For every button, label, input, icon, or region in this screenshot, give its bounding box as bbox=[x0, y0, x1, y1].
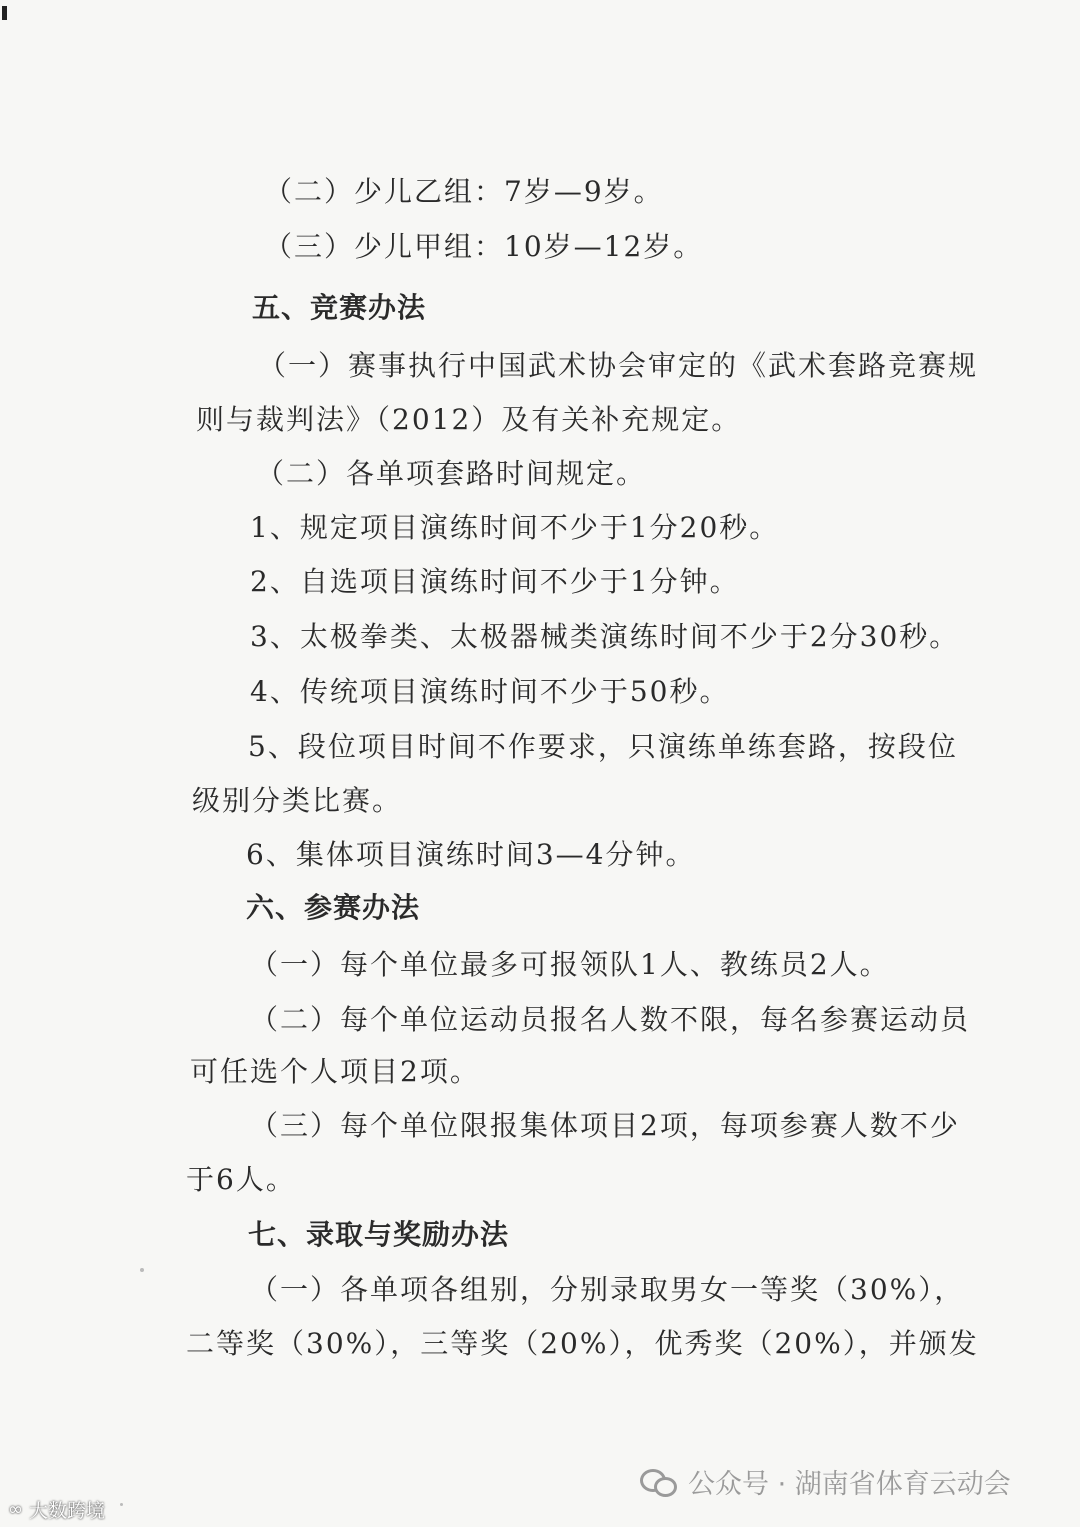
text-line: 二等奖（30%），三等奖（20%），优秀奖（20%），并颁发 bbox=[186, 1327, 979, 1360]
text-line: 2、自选项目演练时间不少于1分钟。 bbox=[250, 565, 740, 598]
wechat-watermark bbox=[640, 1462, 1011, 1501]
section-heading: 七、录取与奖励办法 bbox=[248, 1218, 510, 1251]
text-line: （一）每个单位最多可报领队1人、教练员2人。 bbox=[250, 948, 890, 981]
text-line: （二）各单项套路时间规定。 bbox=[256, 457, 647, 490]
corner-watermark bbox=[8, 1496, 105, 1523]
text-line: （一）各单项各组别，分别录取男女一等奖（30%）， bbox=[250, 1273, 965, 1306]
text-line: 3、太极拳类、太极器械类演练时间不少于2分30秒。 bbox=[250, 620, 960, 653]
text-line: 1、规定项目演练时间不少于1分20秒。 bbox=[250, 511, 780, 544]
section-heading: 五、竞赛办法 bbox=[252, 291, 427, 324]
link-icon: ∞ bbox=[8, 1499, 23, 1520]
corner-watermark-text: 大数跨境 bbox=[29, 1500, 106, 1522]
watermark-text: 公众号 · 湖南省体育云动会 bbox=[688, 1469, 1011, 1500]
text-line: （三）每个单位限报集体项目2项，每项参赛人数不少 bbox=[250, 1109, 960, 1142]
text-line: 于6人。 bbox=[186, 1163, 296, 1196]
scan-mark bbox=[2, 6, 7, 20]
text-line: 级别分类比赛。 bbox=[192, 784, 403, 817]
scan-speck bbox=[120, 1503, 123, 1506]
text-line: 可任选个人项目2项。 bbox=[190, 1055, 480, 1088]
section-heading: 六、参赛办法 bbox=[246, 891, 421, 924]
text-line: 4、传统项目演练时间不少于50秒。 bbox=[250, 675, 730, 708]
text-line: 则与裁判法》（2012）及有关补充规定。 bbox=[196, 403, 742, 436]
text-line: （一）赛事执行中国武术协会审定的《武术套路竞赛规 bbox=[258, 349, 979, 382]
text-line: （三）少儿甲组：10岁—12岁。 bbox=[264, 230, 704, 263]
scan-speck bbox=[140, 1268, 144, 1272]
text-line: （二）每个单位运动员报名人数不限，每名参赛运动员 bbox=[250, 1003, 971, 1036]
wechat-icon bbox=[640, 1467, 678, 1497]
text-line: 6、集体项目演练时间3—4分钟。 bbox=[246, 838, 696, 871]
text-line: （二）少儿乙组：7岁—9岁。 bbox=[264, 175, 664, 208]
text-line: 5、段位项目时间不作要求，只演练单练套路，按段位 bbox=[248, 730, 958, 763]
